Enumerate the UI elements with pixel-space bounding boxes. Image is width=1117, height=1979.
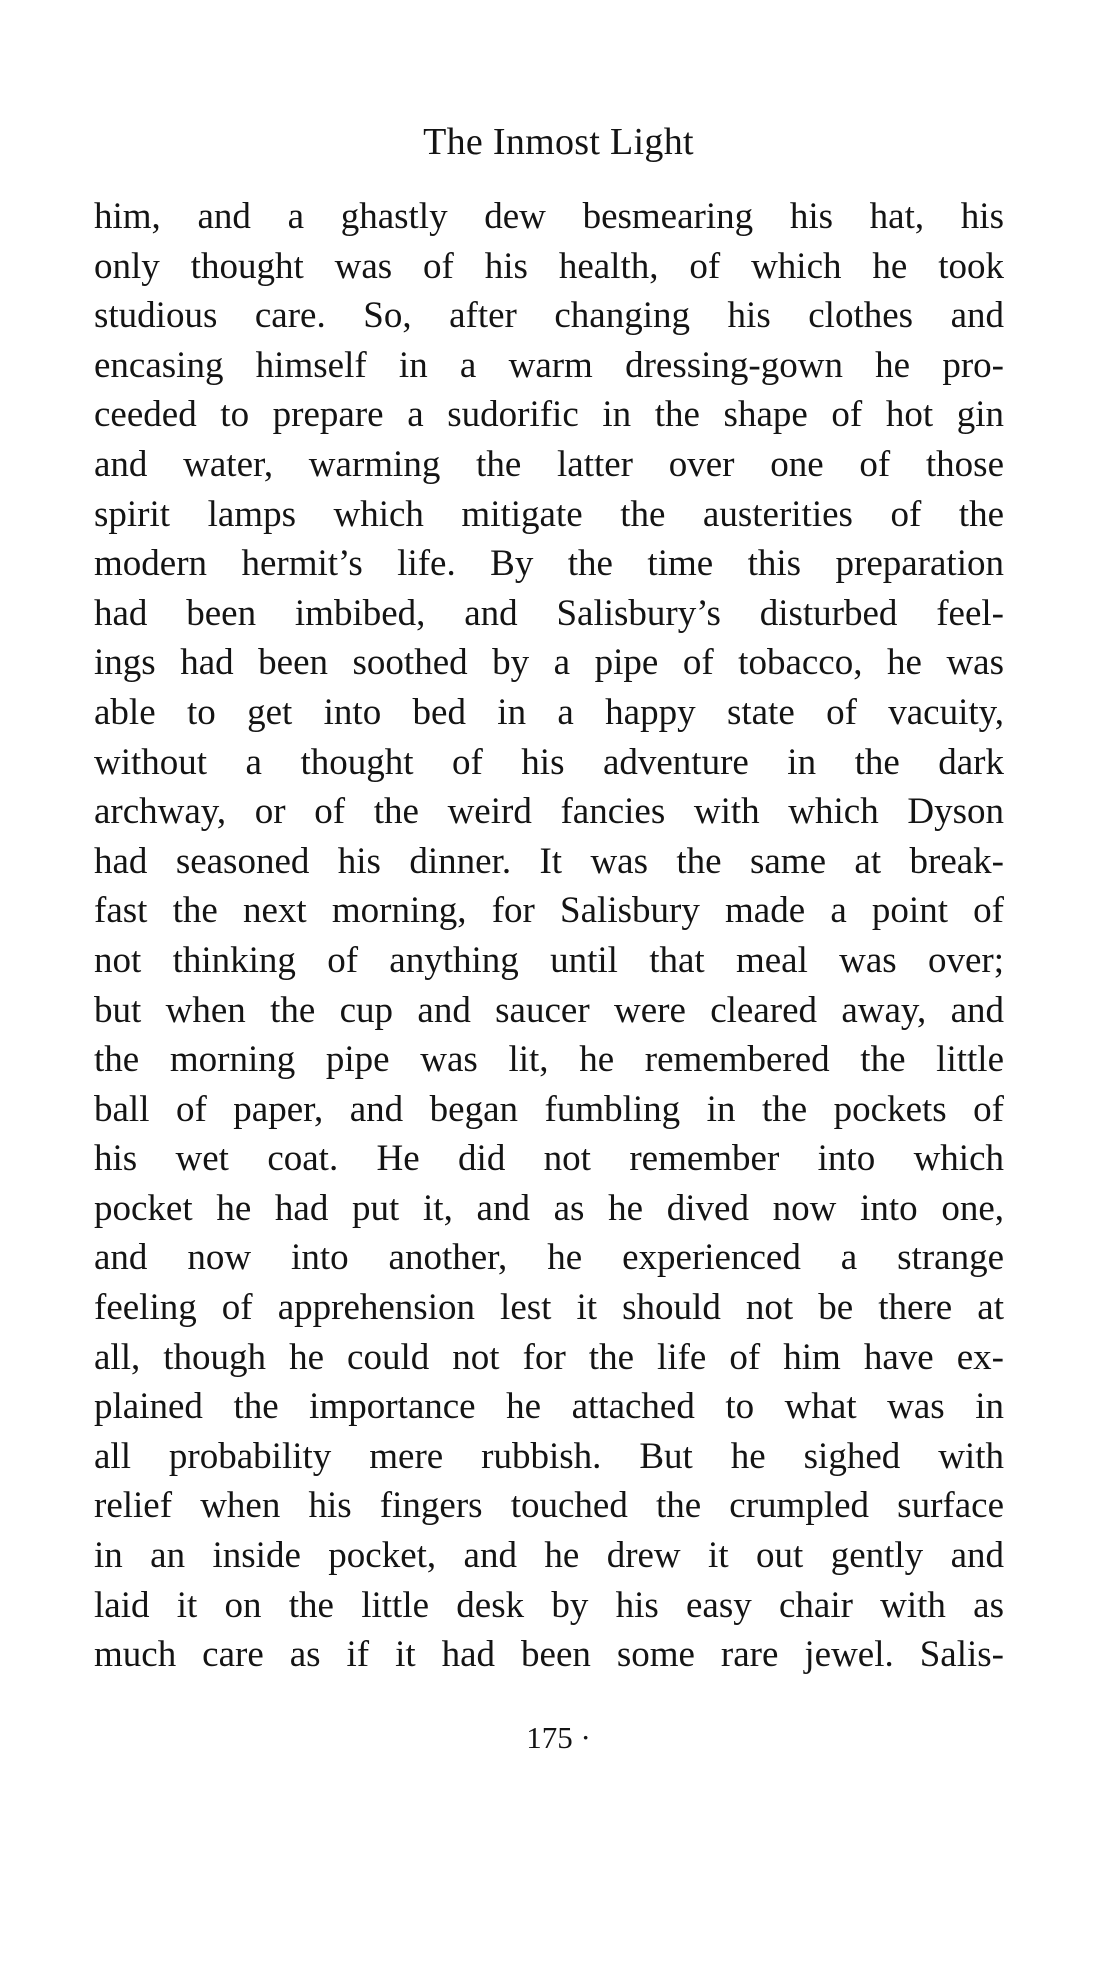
text-line: the morning pipe was lit, he remembered the little [94, 1039, 1004, 1081]
body-text [94, 192, 1004, 1680]
text-line: fast the next morning, for Salisbury made a point of [94, 890, 1004, 932]
text-line: encasing himself in a warm dressing-gown he pro- [94, 344, 1004, 386]
text-line: his wet coat. He did not remember into which [94, 1138, 1004, 1180]
text-line: plained the importance he attached to what was in [94, 1386, 1004, 1428]
text-line: relief when his fingers touched the crumpled surface [94, 1485, 1004, 1527]
text-line: ings had been soothed by a pipe of tobacco, he was [94, 642, 1004, 684]
text-line: much care as if it had been some rare jewel. Salis- [94, 1634, 1004, 1676]
text-line: only thought was of his health, of which he took [94, 245, 1004, 287]
text-line: pocket he had put it, and as he dived now into one, [94, 1187, 1004, 1229]
text-line: able to get into bed in a happy state of vacuity, [94, 691, 1004, 733]
text-line: spirit lamps which mitigate the austerities of the [94, 493, 1004, 535]
text-line: had been imbibed, and Salisbury’s disturbed feel- [94, 592, 1004, 634]
text-line: and water, warming the latter over one of those [94, 443, 1004, 485]
text-line: had seasoned his dinner. It was the same at break- [94, 840, 1004, 882]
text-line: him, and a ghastly dew besmearing his hat, his [94, 196, 1004, 237]
text-line: ceeded to prepare a sudorific in the shape of hot gin [94, 394, 1004, 436]
text-line: all, though he could not for the life of him have ex- [94, 1336, 1004, 1378]
text-line: and now into another, he experienced a strange [94, 1237, 1004, 1279]
text-line: ball of paper, and began fumbling in the pockets of [94, 1088, 1004, 1130]
text-line: but when the cup and saucer were cleared away, and [94, 989, 1004, 1031]
text-line: all probability mere rubbish. But he sighed with [94, 1435, 1004, 1477]
text-line: archway, or of the weird fancies with which Dyson [94, 791, 1004, 833]
text-line: without a thought of his adventure in the dark [94, 741, 1004, 783]
text-line: modern hermit’s life. By the time this preparation [94, 543, 1004, 585]
text-line: studious care. So, after changing his clothes and [94, 295, 1004, 337]
text-line: in an inside pocket, and he drew it out gently and [94, 1535, 1004, 1577]
text-line: laid it on the little desk by his easy chair with as [94, 1584, 1004, 1626]
text-line: feeling of apprehension lest it should not be there at [94, 1287, 1004, 1329]
text-line: not thinking of anything until that meal was over; [94, 939, 1004, 981]
page-number: 175 · [526, 1720, 591, 1755]
running-head: The Inmost Light [423, 121, 694, 163]
